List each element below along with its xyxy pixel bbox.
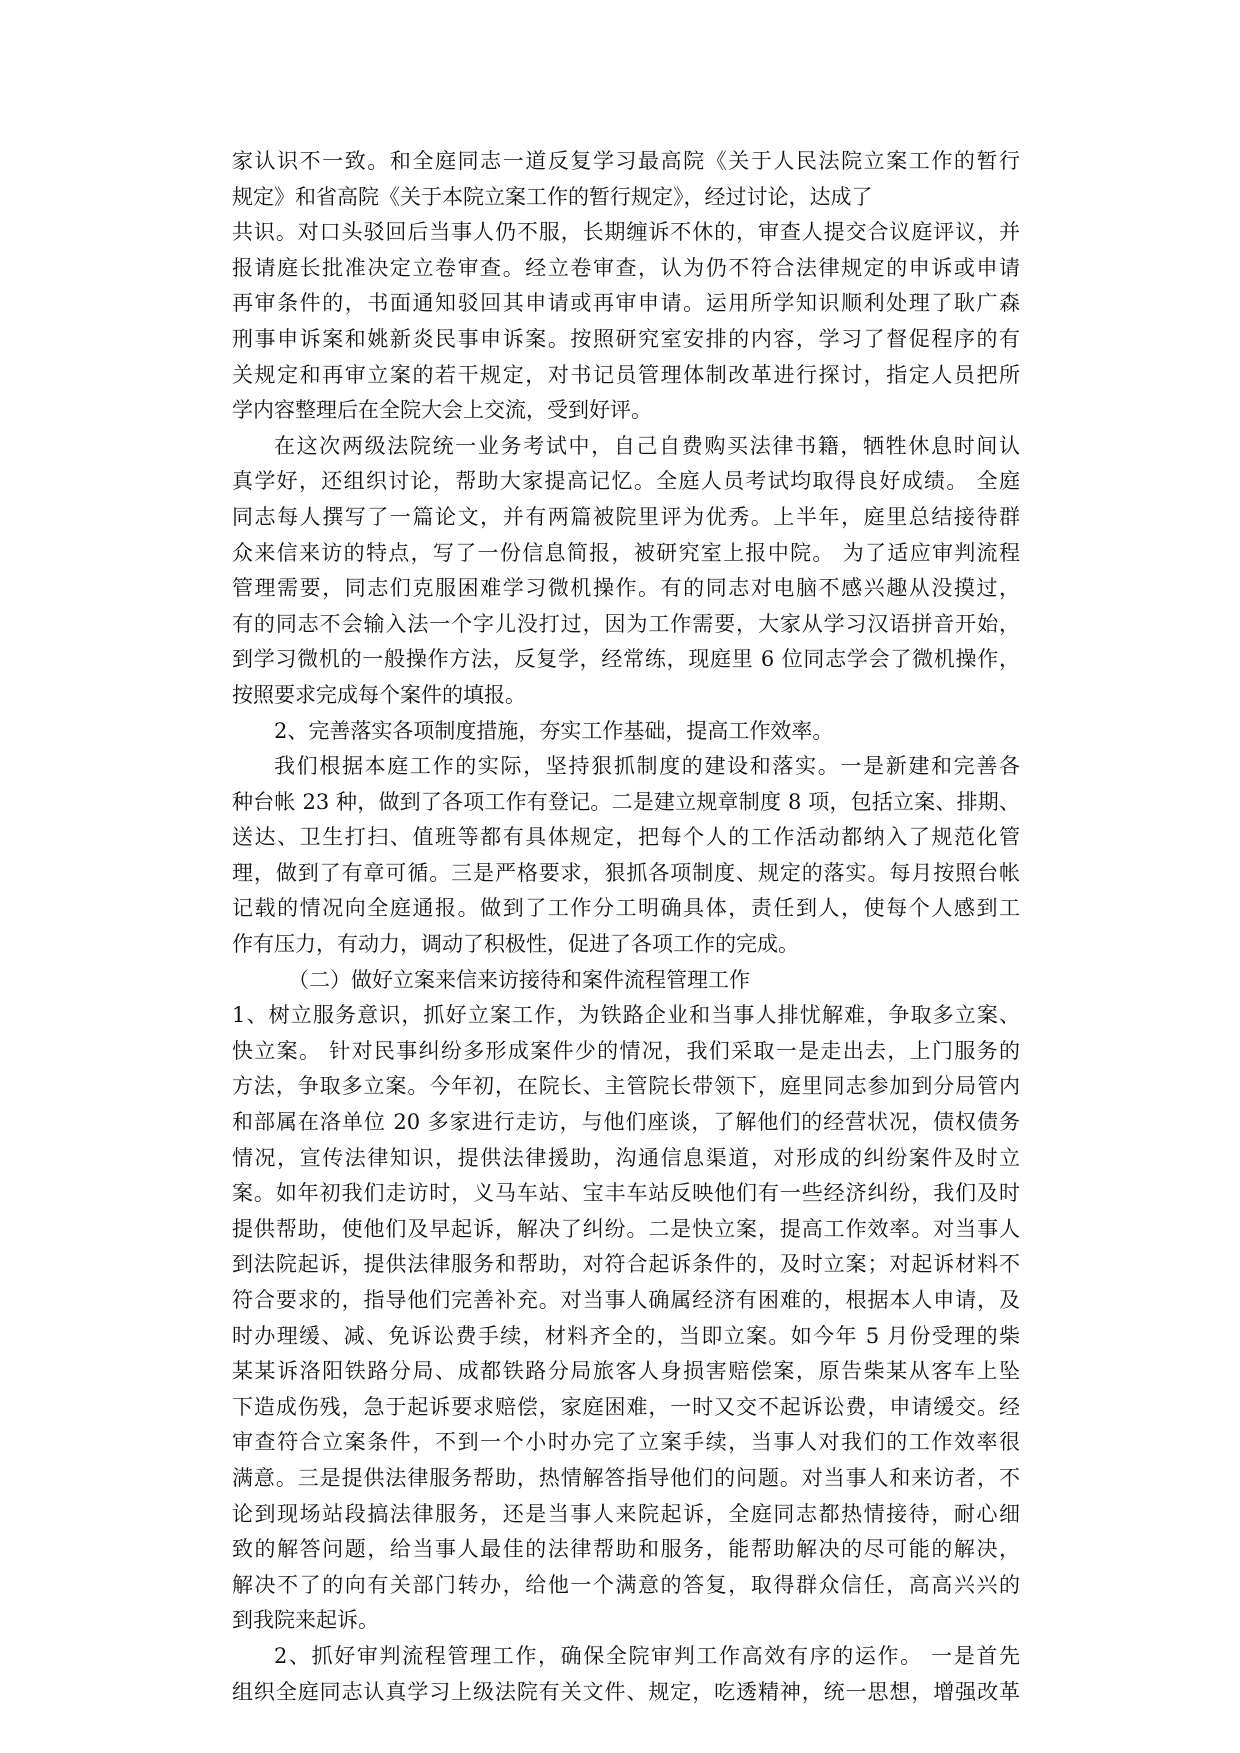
text-line: 再审条件的，书面通知驳回其申请或再审申请。运用所学知识顺利处理了耿广森 — [232, 291, 1020, 316]
text-line: 2、完善落实各项制度措施，夯实工作基础，提高工作效率。 — [274, 718, 834, 743]
text-line: 学内容整理后在全院大会上交流，受到好评。 — [232, 398, 652, 423]
text-line: 审查符合立案条件，不到一个小时办完了立案手续，当事人对我们的工作效率很 — [232, 1430, 1020, 1455]
text-line: 刑事申诉案和姚新炎民事申诉案。按照研究室安排的内容，学习了督促程序的有 — [232, 326, 1020, 351]
text-line: 规定》和省高院《关于本院立案工作的暂行规定》，经过讨论，达成了 — [232, 184, 873, 209]
text-line: 按照要求完成每个案件的填报。 — [232, 682, 526, 707]
text-line: 到法院起诉，提供法律服务和帮助，对符合起诉条件的，及时立案；对起诉材料不 — [232, 1252, 1020, 1277]
text-line: 共识。对口头驳回后当事人仍不服，长期缠诉不休的，审查人提交合议庭评议，并 — [232, 220, 1020, 245]
text-line: 论到现场站段搞法律服务，还是当事人来院起诉，全庭同志都热情接待，耐心细 — [232, 1501, 1020, 1526]
text-line: 真学好，还组织讨论，帮助大家提高记忆。全庭人员考试均取得良好成绩。 全庭 — [232, 469, 1020, 494]
text-line: 案。如年初我们走访时，义马车站、宝丰车站反映他们有一些经济纠纷，我们及时 — [232, 1181, 1020, 1206]
text-line: 有的同志不会输入法一个字儿没打过，因为工作需要，大家从学习汉语拼音开始， — [232, 611, 1020, 636]
text-line: 情况，宣传法律知识，提供法律援助，沟通信息渠道，对形成的纠纷案件及时立 — [232, 1145, 1020, 1170]
text-line: 某某诉洛阳铁路分局、成都铁路分局旅客人身损害赔偿案，原告柴某从客车上坠 — [232, 1359, 1020, 1384]
text-line: 家认识不一致。和全庭同志一道反复学习最高院《关于人民法院立案工作的暂行 — [232, 149, 1020, 173]
text-line: 众来信来访的特点，写了一份信息简报，被研究室上报中院。 为了适应审判流程 — [232, 540, 1020, 565]
text-line: 管理需要，同志们克服困难学习微机操作。有的同志对电脑不感兴趣从没摸过， — [232, 576, 1020, 601]
text-line: 记载的情况向全庭通报。做到了工作分工明确具体，责任到人，使每个人感到工 — [232, 896, 1020, 921]
text-line: 同志每人撰写了一篇论文，并有两篇被院里评为优秀。上半年，庭里总结接待群 — [232, 504, 1020, 529]
text-line: 提供帮助，使他们及早起诉，解决了纠纷。二是快立案，提高工作效率。对当事人 — [232, 1216, 1020, 1241]
text-line: 符合要求的，指导他们完善补充。对当事人确属经济有困难的，根据本人申请，及 — [232, 1288, 1020, 1312]
text-line: 我们根据本庭工作的实际，坚持狠抓制度的建设和落实。一是新建和完善各 — [274, 754, 1020, 779]
text-line: 方法，争取多立案。今年初，在院长、主管院长带领下，庭里同志参加到分局管内 — [232, 1074, 1020, 1099]
text-line: 和部属在洛单位 20 多家进行走访，与他们座谈，了解他们的经营状况，债权债务 — [232, 1110, 1020, 1135]
text-line: （二）做好立案来信来访接待和案件流程管理工作 — [288, 967, 750, 992]
text-line: 组织全庭同志认真学习上级法院有关文件、规定，吃透精神，统一思想，增强改革 — [232, 1679, 1020, 1704]
text-line: 致的解答问题，给当事人最佳的法律帮助和服务，能帮助解决的尽可能的解决， — [232, 1537, 1020, 1562]
text-line: 作有压力，有动力，调动了积极性，促进了各项工作的完成。 — [232, 932, 799, 957]
text-line: 1、树立服务意识，抓好立案工作，为铁路企业和当事人排忧解难，争取多立案、 — [232, 1003, 1020, 1028]
document-body — [232, 144, 1020, 1710]
text-line: 满意。三是提供法律服务帮助，热情解答指导他们的问题。对当事人和来访者，不 — [232, 1465, 1020, 1490]
text-line: 2、抓好审判流程管理工作，确保全院审判工作高效有序的运作。 一是首先 — [274, 1643, 1020, 1668]
text-line: 快立案。 针对民事纠纷多形成案件少的情况，我们采取一是走出去，上门服务的 — [232, 1038, 1020, 1063]
text-line: 种台帐 23 种，做到了各项工作有登记。二是建立规章制度 8 项，包括立案、排期、 — [232, 789, 1020, 814]
text-line: 关规定和再审立案的若干规定，对书记员管理体制改革进行探讨，指定人员把所 — [232, 362, 1020, 387]
text-line: 报请庭长批准决定立卷审查。经立卷审查，认为仍不符合法律规定的申诉或申请 — [232, 255, 1020, 280]
text-line: 理，做到了有章可循。三是严格要求，狠抓各项制度、规定的落实。每月按照台帐 — [232, 860, 1020, 885]
text-line: 送达、卫生打扫、值班等都有具体规定，把每个人的工作活动都纳入了规范化管 — [232, 825, 1020, 850]
text-line: 解决不了的向有关部门转办，给他一个满意的答复，取得群众信任，高高兴兴的 — [232, 1572, 1020, 1597]
text-line: 到学习微机的一般操作方法，反复学，经常练，现庭里 6 位同志学会了微机操作， — [232, 647, 1020, 672]
text-line: 时办理缓、减、免诉讼费手续，材料齐全的，当即立案。如今年 5 月份受理的柴 — [232, 1323, 1020, 1348]
text-line: 到我院来起诉。 — [232, 1608, 379, 1633]
text-line: 下造成伤残，急于起诉要求赔偿，家庭困难，一时又交不起诉讼费，申请缓交。经 — [232, 1394, 1020, 1419]
text-line: 在这次两级法院统一业务考试中，自己自费购买法律书籍，牺牲休息时间认 — [274, 433, 1020, 458]
